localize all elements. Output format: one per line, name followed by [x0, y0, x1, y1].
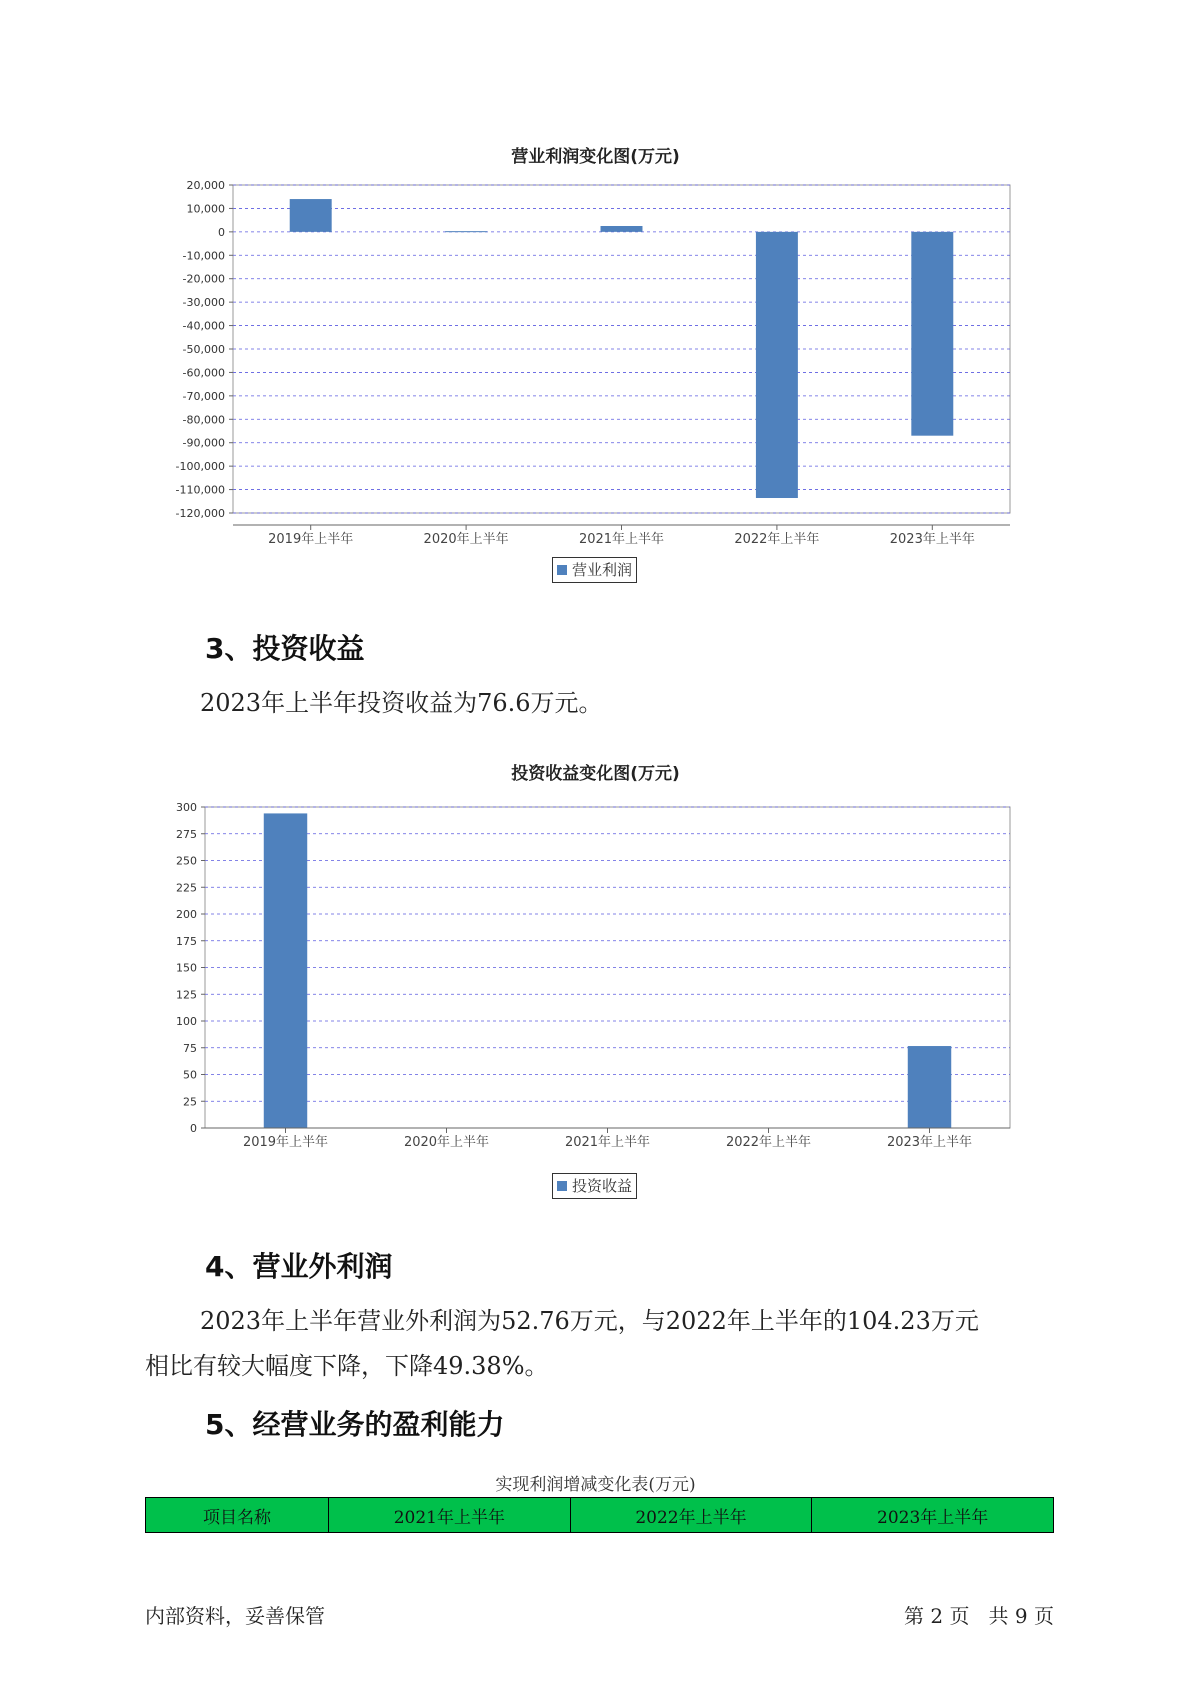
- y-tick-label: 250: [176, 854, 197, 868]
- y-tick-label: 0: [190, 1122, 197, 1135]
- table-header-cell: 2022年上半年: [570, 1498, 812, 1533]
- x-tick-label: 2022年上半年: [734, 532, 820, 547]
- y-tick-label: 200: [176, 908, 197, 921]
- table-header-row: [146, 1498, 1054, 1533]
- y-tick-label: -100,000: [175, 460, 225, 474]
- y-tick-label: 275: [176, 827, 197, 841]
- y-tick-label: 150: [176, 961, 197, 975]
- x-tick-label: 2023年上半年: [886, 1135, 973, 1150]
- y-tick-label: -20,000: [182, 272, 225, 286]
- y-tick-label: -60,000: [182, 366, 225, 380]
- y-tick-label: 225: [176, 881, 197, 895]
- investment-income-chart-title: 投资收益变化图(万元): [511, 764, 680, 784]
- y-tick-label: 25: [183, 1095, 197, 1109]
- table-caption: 实现利润增减变化表(万元): [495, 1475, 696, 1495]
- paragraph-line: 2023年上半年投资收益为76.6万元。: [200, 689, 603, 717]
- section-3-heading: 3、投资收益: [205, 632, 365, 665]
- y-tick-label: 125: [176, 988, 197, 1002]
- section-5-heading: 5、经营业务的盈利能力: [205, 1408, 505, 1441]
- y-tick-label: -10,000: [182, 249, 225, 263]
- x-tick-label: 2019年上半年: [268, 532, 354, 547]
- y-tick-label: 10,000: [186, 202, 225, 216]
- y-tick-label: -120,000: [175, 507, 225, 520]
- paragraph-line: 2023年上半年营业外利润为52.76万元，与2022年上半年的104.23万元: [200, 1307, 979, 1335]
- table-header-cell: 项目名称: [146, 1498, 329, 1533]
- x-tick-label: 2021年上半年: [578, 532, 665, 547]
- footer-page-number: 第 2 页 共 9 页: [904, 1604, 1054, 1628]
- x-tick-label: 2022年上半年: [725, 1135, 812, 1150]
- investment-income-legend: [552, 1173, 637, 1199]
- x-tick-label: 2023年上半年: [889, 532, 975, 547]
- x-tick-label: 2019年上半年: [242, 1135, 329, 1150]
- bar: [908, 1046, 951, 1128]
- y-tick-label: -90,000: [182, 436, 225, 450]
- y-tick-label: 75: [183, 1041, 197, 1055]
- y-tick-label: 300: [176, 801, 197, 814]
- x-tick-label: 2021年上半年: [564, 1135, 651, 1150]
- y-tick-label: -30,000: [182, 296, 225, 310]
- profit-change-table: [145, 1497, 1054, 1533]
- section-4-paragraph: [145, 1299, 1055, 1389]
- y-tick-label: -70,000: [182, 389, 225, 403]
- operating-profit-chart-title: 营业利润变化图(万元): [511, 147, 680, 167]
- legend-label: 营业利润: [572, 561, 633, 579]
- y-tick-label: 175: [176, 934, 197, 948]
- y-tick-label: -80,000: [182, 413, 225, 427]
- section-4-heading: 4、营业外利润: [205, 1250, 393, 1283]
- table-header-cell: 2023年上半年: [812, 1498, 1054, 1533]
- y-tick-label: 0: [218, 225, 225, 239]
- x-tick-label: 2020年上半年: [403, 1135, 490, 1150]
- y-tick-label: -50,000: [182, 343, 225, 356]
- paragraph-line: 相比有较大幅度下降，下降49.38%。: [145, 1352, 549, 1380]
- bar: [264, 813, 307, 1128]
- y-tick-label: 50: [183, 1068, 197, 1082]
- y-tick-label: -110,000: [175, 483, 225, 497]
- y-tick-label: 20,000: [186, 179, 225, 192]
- y-tick-label: 100: [176, 1015, 197, 1028]
- footer-confidential-note: 内部资料，妥善保管: [145, 1604, 325, 1628]
- x-tick-label: 2020年上半年: [423, 532, 509, 547]
- y-tick-label: -40,000: [182, 319, 225, 333]
- table-header-cell: 2021年上半年: [329, 1498, 571, 1533]
- legend-swatch: [557, 1181, 567, 1191]
- legend-label: 投资收益: [572, 1177, 633, 1195]
